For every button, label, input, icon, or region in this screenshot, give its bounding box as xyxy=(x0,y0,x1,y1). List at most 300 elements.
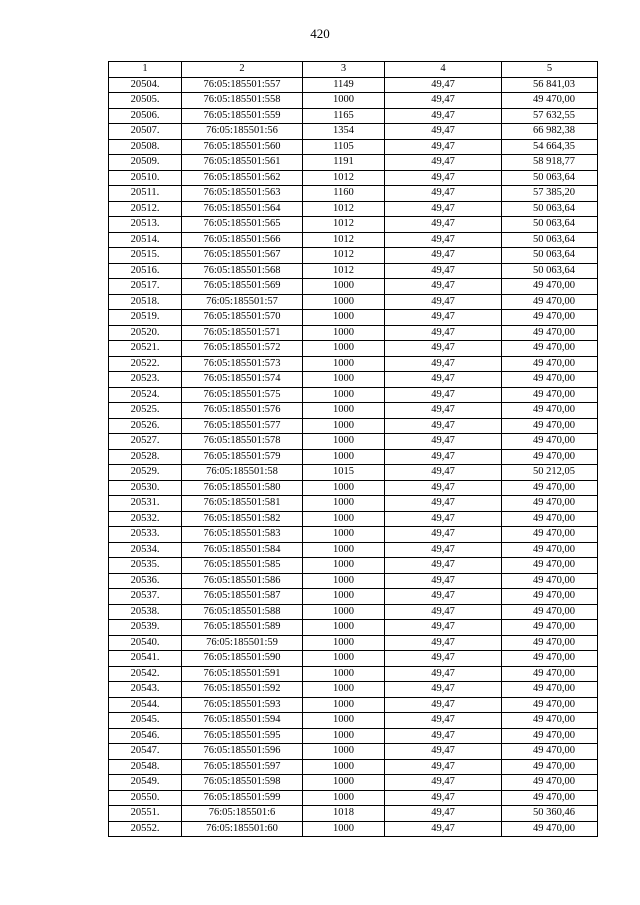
amount-cell: 49 470,00 xyxy=(502,325,598,341)
cadastral-number-cell: 76:05:185501:567 xyxy=(182,248,303,264)
cadastral-number-cell: 76:05:185501:578 xyxy=(182,434,303,450)
cadastral-number-cell: 76:05:185501:571 xyxy=(182,325,303,341)
row-number-cell: 20550. xyxy=(109,790,182,806)
table-row xyxy=(109,341,598,357)
row-number-cell: 20517. xyxy=(109,279,182,295)
rate-cell: 49,47 xyxy=(385,682,502,698)
row-number-cell: 20530. xyxy=(109,480,182,496)
column-header-4: 4 xyxy=(385,62,502,78)
cadastral-number-cell: 76:05:185501:583 xyxy=(182,527,303,543)
area-cell: 1000 xyxy=(303,790,385,806)
area-cell: 1000 xyxy=(303,589,385,605)
area-cell: 1000 xyxy=(303,635,385,651)
area-cell: 1000 xyxy=(303,449,385,465)
amount-cell: 49 470,00 xyxy=(502,759,598,775)
area-cell: 1165 xyxy=(303,108,385,124)
amount-cell: 49 470,00 xyxy=(502,573,598,589)
row-number-cell: 20548. xyxy=(109,759,182,775)
rate-cell: 49,47 xyxy=(385,294,502,310)
amount-cell: 49 470,00 xyxy=(502,775,598,791)
area-cell: 1149 xyxy=(303,77,385,93)
cadastral-number-cell: 76:05:185501:557 xyxy=(182,77,303,93)
rate-cell: 49,47 xyxy=(385,201,502,217)
area-cell: 1191 xyxy=(303,155,385,171)
table-row xyxy=(109,387,598,403)
amount-cell: 50 212,05 xyxy=(502,465,598,481)
rate-cell: 49,47 xyxy=(385,821,502,837)
rate-cell: 49,47 xyxy=(385,310,502,326)
area-cell: 1012 xyxy=(303,201,385,217)
row-number-cell: 20519. xyxy=(109,310,182,326)
cadastral-number-cell: 76:05:185501:597 xyxy=(182,759,303,775)
cadastral-number-cell: 76:05:185501:575 xyxy=(182,387,303,403)
table-row xyxy=(109,279,598,295)
cadastral-number-cell: 76:05:185501:563 xyxy=(182,186,303,202)
rate-cell: 49,47 xyxy=(385,697,502,713)
amount-cell: 50 063,64 xyxy=(502,170,598,186)
rate-cell: 49,47 xyxy=(385,542,502,558)
row-number-cell: 20506. xyxy=(109,108,182,124)
area-cell: 1015 xyxy=(303,465,385,481)
row-number-cell: 20513. xyxy=(109,217,182,233)
table-row xyxy=(109,170,598,186)
row-number-cell: 20509. xyxy=(109,155,182,171)
rate-cell: 49,47 xyxy=(385,139,502,155)
rate-cell: 49,47 xyxy=(385,465,502,481)
amount-cell: 49 470,00 xyxy=(502,511,598,527)
table-row xyxy=(109,372,598,388)
cadastral-number-cell: 76:05:185501:591 xyxy=(182,666,303,682)
rate-cell: 49,47 xyxy=(385,527,502,543)
amount-cell: 49 470,00 xyxy=(502,387,598,403)
area-cell: 1000 xyxy=(303,759,385,775)
row-number-cell: 20532. xyxy=(109,511,182,527)
cadastral-number-cell: 76:05:185501:594 xyxy=(182,713,303,729)
amount-cell: 49 470,00 xyxy=(502,604,598,620)
cadastral-number-cell: 76:05:185501:566 xyxy=(182,232,303,248)
area-cell: 1000 xyxy=(303,279,385,295)
row-number-cell: 20507. xyxy=(109,124,182,140)
rate-cell: 49,47 xyxy=(385,356,502,372)
area-cell: 1012 xyxy=(303,232,385,248)
cadastral-number-cell: 76:05:185501:570 xyxy=(182,310,303,326)
row-number-cell: 20539. xyxy=(109,620,182,636)
area-cell: 1000 xyxy=(303,480,385,496)
page-number: 420 xyxy=(310,26,330,41)
row-number-cell: 20522. xyxy=(109,356,182,372)
rate-cell: 49,47 xyxy=(385,341,502,357)
area-cell: 1000 xyxy=(303,527,385,543)
row-number-cell: 20510. xyxy=(109,170,182,186)
cadastral-number-cell: 76:05:185501:558 xyxy=(182,93,303,109)
area-cell: 1000 xyxy=(303,697,385,713)
cadastral-number-cell: 76:05:185501:561 xyxy=(182,155,303,171)
area-cell: 1000 xyxy=(303,821,385,837)
row-number-cell: 20511. xyxy=(109,186,182,202)
table-row xyxy=(109,434,598,450)
table-row xyxy=(109,542,598,558)
table-row xyxy=(109,744,598,760)
row-number-cell: 20525. xyxy=(109,403,182,419)
cadastral-number-cell: 76:05:185501:595 xyxy=(182,728,303,744)
row-number-cell: 20504. xyxy=(109,77,182,93)
cadastral-number-cell: 76:05:185501:572 xyxy=(182,341,303,357)
cadastral-number-cell: 76:05:185501:588 xyxy=(182,604,303,620)
row-number-cell: 20533. xyxy=(109,527,182,543)
area-cell: 1000 xyxy=(303,620,385,636)
amount-cell: 49 470,00 xyxy=(502,341,598,357)
cadastral-number-cell: 76:05:185501:59 xyxy=(182,635,303,651)
column-header-2: 2 xyxy=(182,62,303,78)
amount-cell: 58 918,77 xyxy=(502,155,598,171)
table-row xyxy=(109,108,598,124)
row-number-cell: 20516. xyxy=(109,263,182,279)
table-row xyxy=(109,155,598,171)
cadastral-number-cell: 76:05:185501:580 xyxy=(182,480,303,496)
row-number-cell: 20549. xyxy=(109,775,182,791)
row-number-cell: 20526. xyxy=(109,418,182,434)
cadastral-number-cell: 76:05:185501:60 xyxy=(182,821,303,837)
amount-cell: 49 470,00 xyxy=(502,790,598,806)
table-row xyxy=(109,697,598,713)
area-cell: 1354 xyxy=(303,124,385,140)
area-cell: 1000 xyxy=(303,387,385,403)
cadastral-number-cell: 76:05:185501:57 xyxy=(182,294,303,310)
area-cell: 1000 xyxy=(303,666,385,682)
cadastral-number-cell: 76:05:185501:599 xyxy=(182,790,303,806)
amount-cell: 56 841,03 xyxy=(502,77,598,93)
row-number-cell: 20541. xyxy=(109,651,182,667)
column-header-1: 1 xyxy=(109,62,182,78)
area-cell: 1000 xyxy=(303,418,385,434)
row-number-cell: 20552. xyxy=(109,821,182,837)
amount-cell: 49 470,00 xyxy=(502,372,598,388)
table-row xyxy=(109,728,598,744)
row-number-cell: 20544. xyxy=(109,697,182,713)
table-row xyxy=(109,511,598,527)
amount-cell: 49 470,00 xyxy=(502,310,598,326)
table-row xyxy=(109,232,598,248)
amount-cell: 49 470,00 xyxy=(502,434,598,450)
table-row xyxy=(109,604,598,620)
cadastral-number-cell: 76:05:185501:582 xyxy=(182,511,303,527)
row-number-cell: 20534. xyxy=(109,542,182,558)
row-number-cell: 20537. xyxy=(109,589,182,605)
rate-cell: 49,47 xyxy=(385,108,502,124)
cadastral-number-cell: 76:05:185501:581 xyxy=(182,496,303,512)
amount-cell: 49 470,00 xyxy=(502,527,598,543)
amount-cell: 49 470,00 xyxy=(502,589,598,605)
row-number-cell: 20546. xyxy=(109,728,182,744)
table-row xyxy=(109,124,598,140)
row-number-cell: 20536. xyxy=(109,573,182,589)
row-number-cell: 20535. xyxy=(109,558,182,574)
table-row xyxy=(109,759,598,775)
table-row xyxy=(109,356,598,372)
area-cell: 1012 xyxy=(303,248,385,264)
row-number-cell: 20524. xyxy=(109,387,182,403)
amount-cell: 49 470,00 xyxy=(502,542,598,558)
cadastral-number-cell: 76:05:185501:590 xyxy=(182,651,303,667)
table-row xyxy=(109,310,598,326)
rate-cell: 49,47 xyxy=(385,744,502,760)
rate-cell: 49,47 xyxy=(385,325,502,341)
table-row xyxy=(109,186,598,202)
amount-cell: 49 470,00 xyxy=(502,449,598,465)
rate-cell: 49,47 xyxy=(385,775,502,791)
row-number-cell: 20529. xyxy=(109,465,182,481)
cadastral-number-cell: 76:05:185501:569 xyxy=(182,279,303,295)
amount-cell: 57 632,55 xyxy=(502,108,598,124)
area-cell: 1105 xyxy=(303,139,385,155)
row-number-cell: 20551. xyxy=(109,806,182,822)
table-row xyxy=(109,217,598,233)
amount-cell: 49 470,00 xyxy=(502,666,598,682)
rate-cell: 49,47 xyxy=(385,558,502,574)
rate-cell: 49,47 xyxy=(385,372,502,388)
table-row xyxy=(109,620,598,636)
cadastral-number-cell: 76:05:185501:574 xyxy=(182,372,303,388)
column-header-3: 3 xyxy=(303,62,385,78)
row-number-cell: 20515. xyxy=(109,248,182,264)
area-cell: 1012 xyxy=(303,217,385,233)
table-row xyxy=(109,589,598,605)
cadastral-number-cell: 76:05:185501:560 xyxy=(182,139,303,155)
table-row xyxy=(109,325,598,341)
area-cell: 1000 xyxy=(303,372,385,388)
amount-cell: 49 470,00 xyxy=(502,294,598,310)
table-row xyxy=(109,635,598,651)
row-number-cell: 20523. xyxy=(109,372,182,388)
row-number-cell: 20543. xyxy=(109,682,182,698)
rate-cell: 49,47 xyxy=(385,806,502,822)
rate-cell: 49,47 xyxy=(385,263,502,279)
cadastral-number-cell: 76:05:185501:589 xyxy=(182,620,303,636)
rate-cell: 49,47 xyxy=(385,496,502,512)
table-row xyxy=(109,77,598,93)
cadastral-number-cell: 76:05:185501:598 xyxy=(182,775,303,791)
rate-cell: 49,47 xyxy=(385,635,502,651)
amount-cell: 49 470,00 xyxy=(502,418,598,434)
rate-cell: 49,47 xyxy=(385,480,502,496)
table-row xyxy=(109,201,598,217)
cadastral-number-cell: 76:05:185501:584 xyxy=(182,542,303,558)
rate-cell: 49,47 xyxy=(385,666,502,682)
rate-cell: 49,47 xyxy=(385,155,502,171)
rate-cell: 49,47 xyxy=(385,604,502,620)
amount-cell: 49 470,00 xyxy=(502,821,598,837)
amount-cell: 49 470,00 xyxy=(502,744,598,760)
cadastral-number-cell: 76:05:185501:568 xyxy=(182,263,303,279)
amount-cell: 50 063,64 xyxy=(502,263,598,279)
row-number-cell: 20547. xyxy=(109,744,182,760)
rate-cell: 49,47 xyxy=(385,434,502,450)
amount-cell: 50 063,64 xyxy=(502,217,598,233)
area-cell: 1000 xyxy=(303,93,385,109)
table-row xyxy=(109,248,598,264)
table-row xyxy=(109,573,598,589)
area-cell: 1000 xyxy=(303,744,385,760)
area-cell: 1000 xyxy=(303,496,385,512)
cadastral-number-cell: 76:05:185501:576 xyxy=(182,403,303,419)
cadastral-number-cell: 76:05:185501:565 xyxy=(182,217,303,233)
amount-cell: 49 470,00 xyxy=(502,728,598,744)
amount-cell: 49 470,00 xyxy=(502,558,598,574)
area-cell: 1000 xyxy=(303,356,385,372)
cadastral-number-cell: 76:05:185501:56 xyxy=(182,124,303,140)
amount-cell: 49 470,00 xyxy=(502,480,598,496)
area-cell: 1000 xyxy=(303,310,385,326)
row-number-cell: 20518. xyxy=(109,294,182,310)
rate-cell: 49,47 xyxy=(385,790,502,806)
area-cell: 1000 xyxy=(303,558,385,574)
rate-cell: 49,47 xyxy=(385,186,502,202)
rate-cell: 49,47 xyxy=(385,403,502,419)
amount-cell: 54 664,35 xyxy=(502,139,598,155)
table-row xyxy=(109,713,598,729)
rate-cell: 49,47 xyxy=(385,217,502,233)
amount-cell: 49 470,00 xyxy=(502,93,598,109)
cadastral-number-cell: 76:05:185501:593 xyxy=(182,697,303,713)
area-cell: 1000 xyxy=(303,682,385,698)
table-row xyxy=(109,666,598,682)
area-cell: 1000 xyxy=(303,775,385,791)
table-row xyxy=(109,263,598,279)
table-header-row xyxy=(109,62,598,78)
amount-cell: 49 470,00 xyxy=(502,620,598,636)
table-row xyxy=(109,775,598,791)
rate-cell: 49,47 xyxy=(385,589,502,605)
rate-cell: 49,47 xyxy=(385,77,502,93)
amount-cell: 50 360,46 xyxy=(502,806,598,822)
cadastral-number-cell: 76:05:185501:585 xyxy=(182,558,303,574)
area-cell: 1000 xyxy=(303,573,385,589)
amount-cell: 49 470,00 xyxy=(502,635,598,651)
cadastral-number-cell: 76:05:185501:587 xyxy=(182,589,303,605)
cadastral-number-cell: 76:05:185501:577 xyxy=(182,418,303,434)
row-number-cell: 20514. xyxy=(109,232,182,248)
table-body xyxy=(109,77,598,837)
row-number-cell: 20520. xyxy=(109,325,182,341)
rate-cell: 49,47 xyxy=(385,511,502,527)
rate-cell: 49,47 xyxy=(385,449,502,465)
cadastral-number-cell: 76:05:185501:6 xyxy=(182,806,303,822)
table-row xyxy=(109,790,598,806)
amount-cell: 49 470,00 xyxy=(502,651,598,667)
row-number-cell: 20538. xyxy=(109,604,182,620)
rate-cell: 49,47 xyxy=(385,387,502,403)
rate-cell: 49,47 xyxy=(385,124,502,140)
cadastral-number-cell: 76:05:185501:573 xyxy=(182,356,303,372)
row-number-cell: 20521. xyxy=(109,341,182,357)
cadastral-number-cell: 76:05:185501:586 xyxy=(182,573,303,589)
area-cell: 1000 xyxy=(303,434,385,450)
amount-cell: 50 063,64 xyxy=(502,232,598,248)
table-row xyxy=(109,651,598,667)
table-row xyxy=(109,682,598,698)
area-cell: 1000 xyxy=(303,341,385,357)
rate-cell: 49,47 xyxy=(385,279,502,295)
table-row xyxy=(109,480,598,496)
table-row xyxy=(109,294,598,310)
amount-cell: 49 470,00 xyxy=(502,403,598,419)
row-number-cell: 20508. xyxy=(109,139,182,155)
table-row xyxy=(109,558,598,574)
area-cell: 1000 xyxy=(303,511,385,527)
row-number-cell: 20528. xyxy=(109,449,182,465)
cadastral-number-cell: 76:05:185501:592 xyxy=(182,682,303,698)
rate-cell: 49,47 xyxy=(385,573,502,589)
cadastral-number-cell: 76:05:185501:559 xyxy=(182,108,303,124)
row-number-cell: 20512. xyxy=(109,201,182,217)
rate-cell: 49,47 xyxy=(385,93,502,109)
row-number-cell: 20505. xyxy=(109,93,182,109)
table-row xyxy=(109,403,598,419)
amount-cell: 49 470,00 xyxy=(502,496,598,512)
rate-cell: 49,47 xyxy=(385,728,502,744)
table-row xyxy=(109,465,598,481)
rate-cell: 49,47 xyxy=(385,651,502,667)
rate-cell: 49,47 xyxy=(385,759,502,775)
area-cell: 1000 xyxy=(303,542,385,558)
row-number-cell: 20540. xyxy=(109,635,182,651)
table-row xyxy=(109,93,598,109)
amount-cell: 49 470,00 xyxy=(502,697,598,713)
area-cell: 1000 xyxy=(303,713,385,729)
area-cell: 1018 xyxy=(303,806,385,822)
amount-cell: 66 982,38 xyxy=(502,124,598,140)
rate-cell: 49,47 xyxy=(385,170,502,186)
area-cell: 1000 xyxy=(303,728,385,744)
land-plot-table xyxy=(108,61,598,837)
amount-cell: 49 470,00 xyxy=(502,713,598,729)
column-header-5: 5 xyxy=(502,62,598,78)
table-row xyxy=(109,139,598,155)
table-row xyxy=(109,449,598,465)
area-cell: 1000 xyxy=(303,325,385,341)
row-number-cell: 20527. xyxy=(109,434,182,450)
cadastral-number-cell: 76:05:185501:596 xyxy=(182,744,303,760)
area-cell: 1012 xyxy=(303,263,385,279)
row-number-cell: 20545. xyxy=(109,713,182,729)
rate-cell: 49,47 xyxy=(385,620,502,636)
table-row xyxy=(109,418,598,434)
rate-cell: 49,47 xyxy=(385,232,502,248)
row-number-cell: 20531. xyxy=(109,496,182,512)
area-cell: 1000 xyxy=(303,294,385,310)
rate-cell: 49,47 xyxy=(385,418,502,434)
area-cell: 1160 xyxy=(303,186,385,202)
row-number-cell: 20542. xyxy=(109,666,182,682)
area-cell: 1000 xyxy=(303,604,385,620)
table-row xyxy=(109,821,598,837)
cadastral-number-cell: 76:05:185501:564 xyxy=(182,201,303,217)
amount-cell: 49 470,00 xyxy=(502,682,598,698)
area-cell: 1012 xyxy=(303,170,385,186)
amount-cell: 49 470,00 xyxy=(502,279,598,295)
table-row xyxy=(109,806,598,822)
cadastral-number-cell: 76:05:185501:562 xyxy=(182,170,303,186)
area-cell: 1000 xyxy=(303,403,385,419)
amount-cell: 50 063,64 xyxy=(502,201,598,217)
table-row xyxy=(109,527,598,543)
cadastral-number-cell: 76:05:185501:58 xyxy=(182,465,303,481)
cadastral-number-cell: 76:05:185501:579 xyxy=(182,449,303,465)
amount-cell: 49 470,00 xyxy=(502,356,598,372)
amount-cell: 57 385,20 xyxy=(502,186,598,202)
rate-cell: 49,47 xyxy=(385,248,502,264)
table-row xyxy=(109,496,598,512)
